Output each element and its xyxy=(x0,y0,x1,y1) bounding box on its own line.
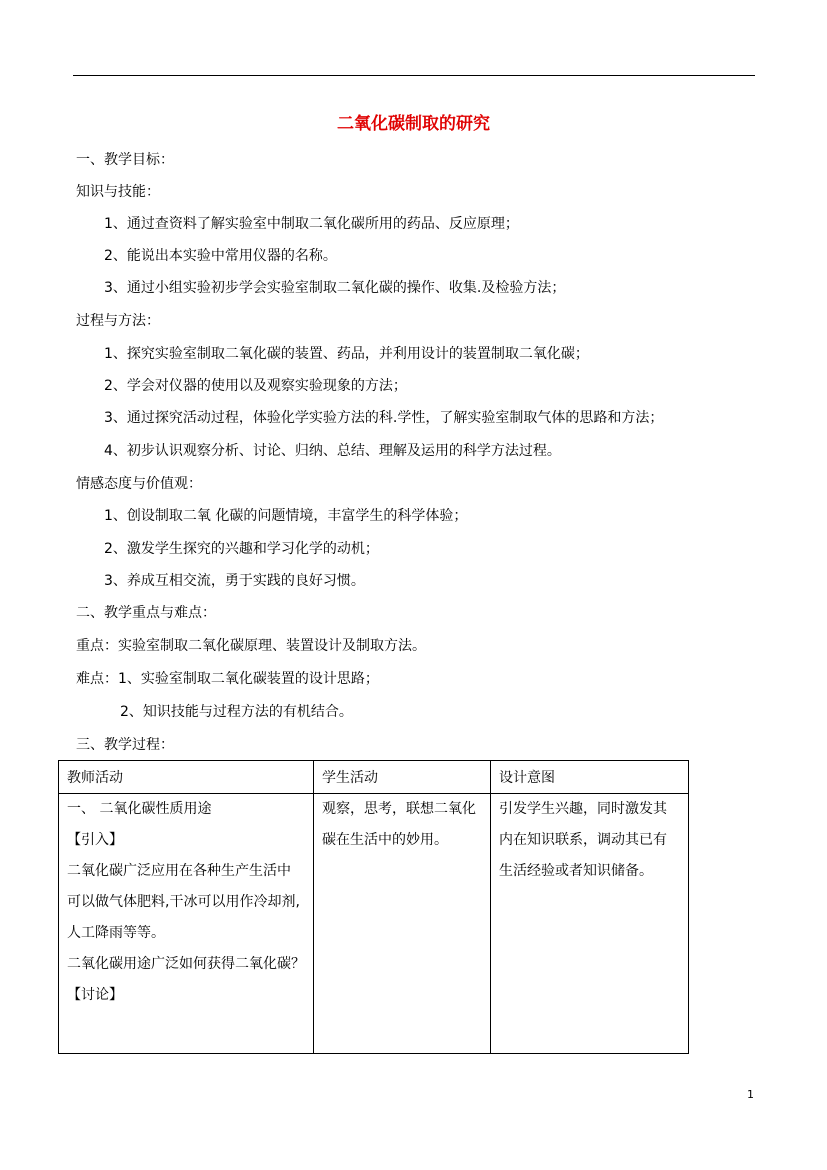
cell-line: 引发学生兴趣，同时激发其 xyxy=(499,801,667,817)
cell-line: 碳在生活中的妙用。 xyxy=(322,832,448,848)
attitude-item: 1、创设制取二氧 化碳的问题情境，丰富学生的科学体验； xyxy=(104,508,468,524)
key-point: 重点：实验室制取二氧化碳原理、装置设计及制取方法。 xyxy=(76,638,426,654)
cell-line: 【引入】 xyxy=(67,832,123,848)
header-design-intent: 设计意图 xyxy=(491,761,689,794)
knowledge-item: 2、能说出本实验中常用仪器的名称。 xyxy=(104,248,337,264)
process-item: 3、通过探究活动过程，体验化学实验方法的科.学性，了解实验室制取气体的思路和方法； xyxy=(104,410,664,426)
cell-line: 二氧化碳广泛应用在各种生产生活中 xyxy=(67,863,291,879)
goals-heading: 一、教学目标： xyxy=(76,152,174,168)
knowledge-item: 1、通过查资料了解实验室中制取二氧化碳所用的药品、反应原理； xyxy=(104,216,519,232)
page-number: 1 xyxy=(747,1088,754,1101)
process-item: 2、学会对仪器的使用以及观察实验现象的方法； xyxy=(104,378,407,394)
attitude-heading: 情感态度与价值观： xyxy=(76,476,202,492)
design-intent-cell xyxy=(491,794,689,1054)
cell-line: 二氧化碳用途广泛如何获得二氧化碳？ xyxy=(67,956,305,972)
header-student-activity: 学生活动 xyxy=(314,761,491,794)
knowledge-item: 3、通过小组实验初步学会实验室制取二氧化碳的操作、收集.及检验方法； xyxy=(104,280,566,296)
cell-line: 可以做气体肥料,干冰可以用作冷却剂, xyxy=(67,894,300,910)
process-item: 4、初步认识观察分析、讨论、归纳、总结、理解及运用的科学方法过程。 xyxy=(104,443,561,459)
difficult-point: 难点：1、实验室制取二氧化碳装置的设计思路； xyxy=(76,671,379,687)
difficult-point: 2、知识技能与过程方法的有机结合。 xyxy=(120,704,353,720)
header-teacher-activity: 教师活动 xyxy=(59,761,314,794)
cell-line: 观察，思考，联想二氧化 xyxy=(322,801,476,817)
teaching-process-heading: 三、教学过程： xyxy=(76,737,174,753)
process-heading: 过程与方法： xyxy=(76,313,160,329)
teacher-activity-cell xyxy=(59,794,314,1054)
cell-line: 生活经验或者知识储备。 xyxy=(499,863,653,879)
attitude-item: 2、激发学生探究的兴趣和学习化学的动机； xyxy=(104,541,379,557)
table-row xyxy=(59,794,689,1054)
keypoints-heading: 二、教学重点与难点： xyxy=(76,605,216,621)
cell-line: 人工降雨等等。 xyxy=(67,925,165,941)
cell-line: 内在知识联系，调动其已有 xyxy=(499,832,667,848)
teaching-process-table xyxy=(58,760,689,1054)
document-title: 二氧化碳制取的研究 xyxy=(337,114,490,134)
process-item: 1、探究实验室制取二氧化碳的装置、药品，并利用设计的装置制取二氧化碳； xyxy=(104,346,589,362)
attitude-item: 3、养成互相交流，勇于实践的良好习惯。 xyxy=(104,573,365,589)
knowledge-heading: 知识与技能： xyxy=(76,184,160,200)
table-header-row xyxy=(59,761,689,794)
cell-line: 一、 二氧化碳性质用途 xyxy=(67,801,212,817)
header-rule xyxy=(73,75,755,76)
cell-line: 【讨论】 xyxy=(67,987,123,1003)
student-activity-cell xyxy=(314,794,491,1054)
